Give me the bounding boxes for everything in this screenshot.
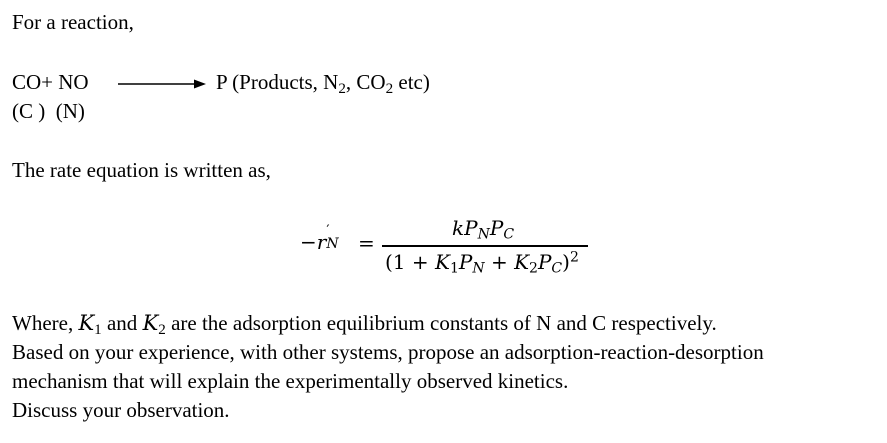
reaction-reactants: CO+ NO <box>12 70 89 94</box>
fraction-bar <box>382 245 588 247</box>
equation-lhs: −r ′ N <box>300 223 339 254</box>
where-text: Where, $K_1$ and $K_2$ are the adsorption equilibrium constants of N and C respectively. <box>12 311 717 338</box>
question-line-1: Based on your experience, with other systems, propose an adsorption-reaction-desorption <box>12 340 764 364</box>
equation-numerator: $kP_NP_C$ <box>452 216 515 243</box>
question-line-3: Discuss your observation. <box>12 398 230 422</box>
equation-denominator: $(1 + K_1P_N + K_2P_C)^2$ <box>385 249 579 277</box>
question-line-2: mechanism that will explain the experimentally observed kinetics. <box>12 369 569 393</box>
reaction-products: P (Products, $N_2$, $CO_2$ etc) <box>216 70 430 97</box>
reaction-species-labels: (C ) (N) <box>12 99 85 123</box>
equation-equals: = <box>358 231 375 255</box>
reaction-arrow-icon <box>118 78 206 90</box>
rate-intro-text: The rate equation is written as, <box>12 158 271 182</box>
intro-text: For a reaction, <box>12 10 134 34</box>
